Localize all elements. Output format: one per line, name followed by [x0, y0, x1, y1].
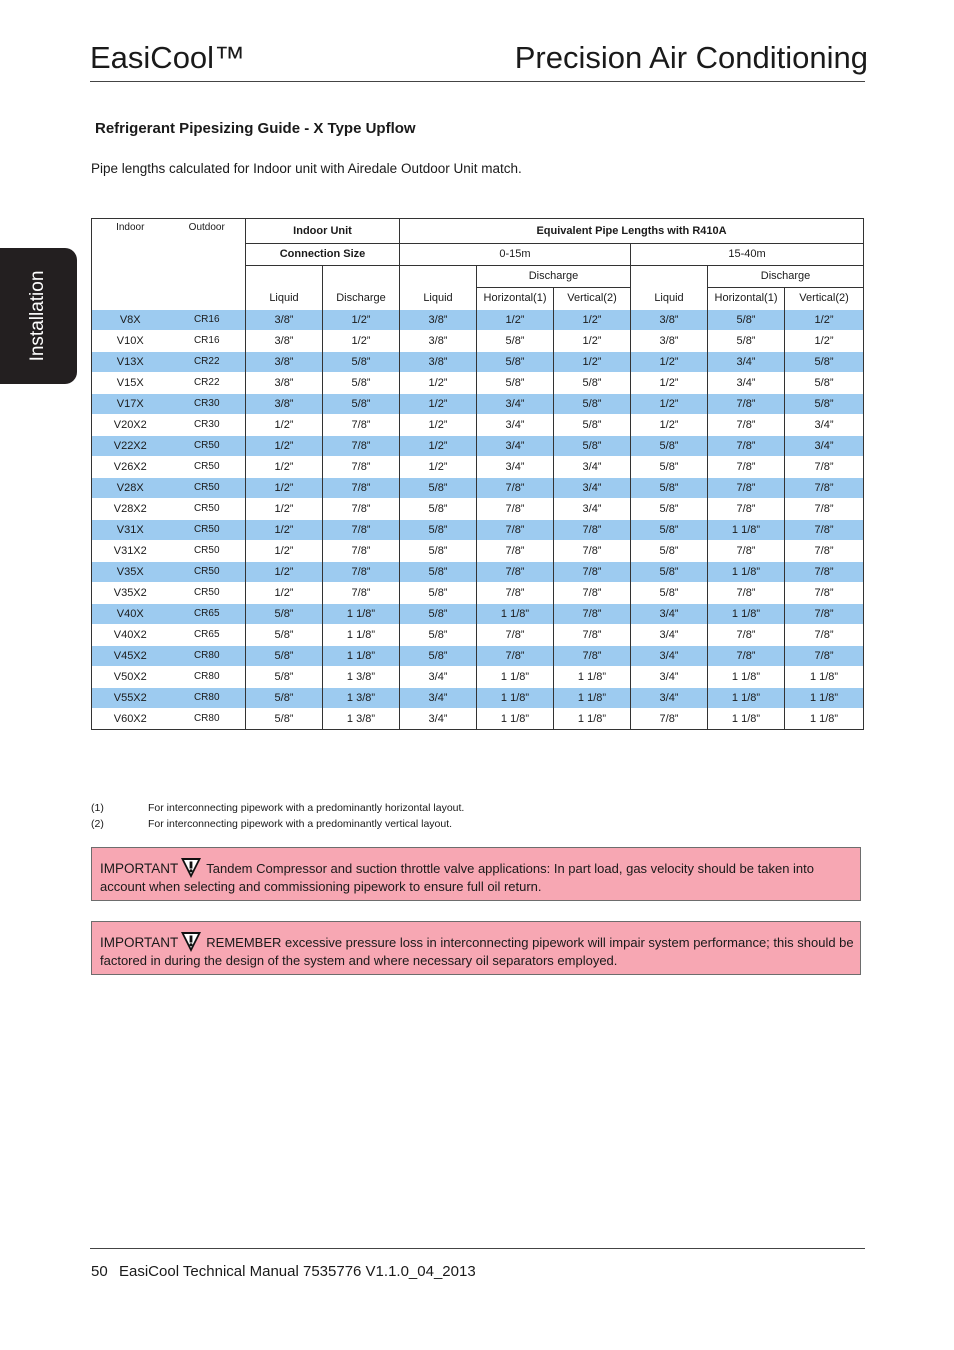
footnote-1: [91, 800, 464, 816]
table-row: [92, 603, 864, 624]
table-cell: 5/8”: [400, 498, 477, 519]
table-cell: 1 1/8”: [708, 708, 785, 729]
table-cell: 7/8”: [708, 624, 785, 645]
table-cell: 3/4”: [631, 666, 708, 687]
table-cell: V15X: [92, 372, 169, 393]
table-cell: 5/8”: [708, 309, 785, 330]
table-cell: 3/4”: [631, 624, 708, 645]
table-cell: 1/2”: [554, 351, 631, 372]
table-cell: 7/8”: [477, 477, 554, 498]
table-cell: 1/2”: [246, 456, 323, 477]
table-cell: 7/8”: [554, 561, 631, 582]
table-cell: 5/8”: [400, 603, 477, 624]
table-cell: 7/8”: [477, 519, 554, 540]
table-cell: 7/8”: [708, 393, 785, 414]
table-cell: 3/4”: [477, 414, 554, 435]
table-cell: 1/2”: [246, 477, 323, 498]
table-cell: 7/8”: [708, 477, 785, 498]
table-cell: 1/2”: [246, 582, 323, 603]
table-cell: 3/4”: [477, 456, 554, 477]
table-cell: 3/4”: [631, 687, 708, 708]
header-liquid-1: Liquid: [400, 287, 477, 309]
table-cell: 7/8”: [631, 708, 708, 729]
table-cell: 5/8”: [246, 687, 323, 708]
table-cell: V28X: [92, 477, 169, 498]
table-cell: 3/4”: [708, 351, 785, 372]
table-cell: 3/4”: [477, 393, 554, 414]
table-cell: 7/8”: [708, 456, 785, 477]
table-cell: 5/8”: [631, 477, 708, 498]
table-cell: 1 1/8”: [708, 687, 785, 708]
table-cell: CR50: [169, 540, 246, 561]
footnote-2: [91, 816, 464, 832]
header-liquid-2: Liquid: [631, 287, 708, 309]
table-cell: 7/8”: [785, 477, 864, 498]
table-cell: 7/8”: [323, 582, 400, 603]
table-cell: 3/4”: [554, 456, 631, 477]
table-row: [92, 561, 864, 582]
header-discharge-conn: Discharge: [323, 287, 400, 309]
table-cell: 3/8”: [400, 309, 477, 330]
table-cell: 3/8”: [246, 372, 323, 393]
table-cell: 1/2”: [246, 561, 323, 582]
section-title: Refrigerant Pipesizing Guide - X Type Upflow: [95, 120, 416, 137]
table-cell: 5/8”: [477, 372, 554, 393]
table-cell: 7/8”: [785, 540, 864, 561]
table-cell: 1/2”: [400, 456, 477, 477]
table-cell: 3/4”: [554, 498, 631, 519]
side-tab-label: Installation: [27, 270, 48, 362]
table-cell: 7/8”: [477, 561, 554, 582]
table-cell: 7/8”: [708, 498, 785, 519]
table-cell: 1/2”: [554, 309, 631, 330]
table-cell: 7/8”: [785, 519, 864, 540]
table-cell: 3/4”: [785, 435, 864, 456]
header-rule: [90, 81, 865, 82]
table-row: [92, 666, 864, 687]
table-cell: 1/2”: [400, 414, 477, 435]
table-cell: CR30: [169, 414, 246, 435]
table-cell: 1/2”: [785, 330, 864, 351]
table-cell: 1 3/8”: [323, 708, 400, 729]
table-cell: 5/8”: [246, 603, 323, 624]
table-cell: CR80: [169, 708, 246, 729]
table-cell: 1 1/8”: [708, 666, 785, 687]
table-cell: 7/8”: [785, 645, 864, 666]
table-row: [92, 393, 864, 414]
table-cell: V31X: [92, 519, 169, 540]
table-cell: V26X2: [92, 456, 169, 477]
table-cell: 7/8”: [477, 624, 554, 645]
table-cell: 7/8”: [477, 582, 554, 603]
table-cell: CR16: [169, 330, 246, 351]
table-cell: 7/8”: [323, 414, 400, 435]
table-cell: 5/8”: [708, 330, 785, 351]
table-cell: CR50: [169, 519, 246, 540]
footnotes: [91, 800, 464, 832]
footnote-marker: (1): [91, 802, 104, 814]
table-cell: 5/8”: [631, 519, 708, 540]
table-cell: 7/8”: [708, 435, 785, 456]
warning-icon: [180, 857, 202, 879]
table-cell: 5/8”: [631, 540, 708, 561]
table-cell: V10X: [92, 330, 169, 351]
table-cell: 1/2”: [631, 372, 708, 393]
table-cell: V45X2: [92, 645, 169, 666]
table-row: [92, 519, 864, 540]
table-cell: 7/8”: [554, 603, 631, 624]
table-cell: 1 1/8”: [477, 603, 554, 624]
table-cell: CR80: [169, 666, 246, 687]
table-cell: CR50: [169, 456, 246, 477]
important-label: IMPORTANT: [100, 935, 179, 950]
table-cell: 3/4”: [400, 687, 477, 708]
important-label: IMPORTANT: [100, 861, 179, 876]
table-row: [92, 687, 864, 708]
table-cell: 1 1/8”: [477, 708, 554, 729]
table-row: [92, 372, 864, 393]
table-cell: 5/8”: [246, 708, 323, 729]
table-row: [92, 456, 864, 477]
table-cell: CR50: [169, 435, 246, 456]
table-cell: CR22: [169, 372, 246, 393]
table-cell: 1/2”: [246, 519, 323, 540]
table-cell: 1 3/8”: [323, 666, 400, 687]
table-cell: 1 1/8”: [708, 561, 785, 582]
table-cell: 1 1/8”: [477, 666, 554, 687]
table-cell: 5/8”: [400, 561, 477, 582]
table-cell: 1/2”: [246, 414, 323, 435]
table-cell: 1 1/8”: [554, 687, 631, 708]
table-cell: 3/8”: [631, 309, 708, 330]
table-cell: 1/2”: [477, 309, 554, 330]
header-discharge-1: Discharge: [477, 265, 631, 287]
header-vertical-2: Vertical(2): [785, 287, 864, 309]
table-cell: 5/8”: [554, 414, 631, 435]
table-cell: 1/2”: [400, 393, 477, 414]
table-row: [92, 540, 864, 561]
table-body: [92, 309, 864, 729]
table-cell: 7/8”: [323, 477, 400, 498]
important-box-1: [91, 847, 861, 901]
table-cell: 1/2”: [785, 309, 864, 330]
table-cell: 7/8”: [785, 456, 864, 477]
table-cell: 7/8”: [554, 582, 631, 603]
important-box-2: [91, 921, 861, 975]
table-cell: 5/8”: [554, 372, 631, 393]
footer-text: EasiCool Technical Manual 7535776 V1.1.0_04_2013: [119, 1263, 476, 1280]
table-cell: 7/8”: [554, 624, 631, 645]
table-row: [92, 624, 864, 645]
table-cell: 1/2”: [323, 309, 400, 330]
table-cell: 5/8”: [631, 582, 708, 603]
table-cell: 5/8”: [323, 393, 400, 414]
table-cell: 5/8”: [246, 645, 323, 666]
table-cell: 7/8”: [785, 624, 864, 645]
table-cell: 1/2”: [246, 435, 323, 456]
table-cell: V31X2: [92, 540, 169, 561]
table-cell: 5/8”: [631, 456, 708, 477]
table-cell: 3/8”: [246, 351, 323, 372]
table-cell: 5/8”: [400, 540, 477, 561]
header-vertical-1: Vertical(2): [554, 287, 631, 309]
table-cell: CR50: [169, 582, 246, 603]
table-cell: 1/2”: [631, 393, 708, 414]
table-cell: CR50: [169, 477, 246, 498]
table-cell: 1 1/8”: [477, 687, 554, 708]
table-cell: 3/4”: [477, 435, 554, 456]
table-cell: 7/8”: [708, 414, 785, 435]
side-tab: [0, 248, 77, 384]
table-cell: 5/8”: [400, 519, 477, 540]
table-cell: CR65: [169, 624, 246, 645]
table-cell: 1/2”: [246, 498, 323, 519]
table-cell: 1/2”: [246, 540, 323, 561]
table-cell: 1 1/8”: [785, 687, 864, 708]
table-row: [92, 414, 864, 435]
table-cell: V35X: [92, 561, 169, 582]
header-discharge-2: Discharge: [708, 265, 864, 287]
table-row: [92, 582, 864, 603]
header-indoor: Indoor: [92, 219, 169, 244]
important-text: Tandem Compressor and suction throttle valve applications: In part load, gas velocity should be taken into account when selecting and commissioning pipework to ensure full oil return.: [100, 861, 814, 894]
table-row: [92, 645, 864, 666]
table-cell: 1 1/8”: [785, 666, 864, 687]
table-cell: 3/4”: [785, 414, 864, 435]
table-row: [92, 351, 864, 372]
footnote-marker: (2): [91, 818, 104, 830]
table-cell: 5/8”: [554, 435, 631, 456]
header-title: Precision Air Conditioning: [514, 40, 868, 75]
table-cell: 3/4”: [631, 645, 708, 666]
table-cell: 1 1/8”: [785, 708, 864, 729]
table-row: [92, 309, 864, 330]
table-row: [92, 708, 864, 729]
table-cell: 3/4”: [400, 708, 477, 729]
table-cell: 3/8”: [246, 393, 323, 414]
table-cell: 1 1/8”: [708, 519, 785, 540]
header-liquid-conn: Liquid: [246, 287, 323, 309]
table-cell: 3/4”: [708, 372, 785, 393]
table-cell: 5/8”: [785, 393, 864, 414]
table-cell: 3/4”: [400, 666, 477, 687]
table-cell: 5/8”: [246, 624, 323, 645]
table-cell: 5/8”: [554, 393, 631, 414]
table-cell: 7/8”: [323, 456, 400, 477]
table-cell: 5/8”: [400, 624, 477, 645]
table-cell: 5/8”: [631, 498, 708, 519]
table-cell: V13X: [92, 351, 169, 372]
header-range-15-40m: 15-40m: [631, 243, 864, 265]
table-cell: V28X2: [92, 498, 169, 519]
table-cell: 5/8”: [323, 351, 400, 372]
table-cell: 1/2”: [400, 372, 477, 393]
header-indoor-unit: Indoor Unit: [246, 219, 400, 244]
header-brand: EasiCool™: [90, 40, 246, 75]
header-horizontal-1: Horizontal(1): [477, 287, 554, 309]
pipe-size-table: [91, 218, 864, 730]
footer-rule: [90, 1248, 865, 1249]
warning-icon: [180, 931, 202, 953]
table-cell: 7/8”: [708, 645, 785, 666]
header-connection-size: Connection Size: [246, 243, 400, 265]
table-cell: 5/8”: [400, 645, 477, 666]
table-cell: 1 1/8”: [554, 708, 631, 729]
table-cell: 3/4”: [554, 477, 631, 498]
table-cell: 7/8”: [323, 435, 400, 456]
table-cell: V50X2: [92, 666, 169, 687]
table-cell: 5/8”: [400, 582, 477, 603]
important-text: REMEMBER excessive pressure loss in interconnecting pipework will impair system performance; this should be factored in during the design of the system and where necessary oil separators employed.: [100, 935, 854, 968]
table-cell: 5/8”: [785, 351, 864, 372]
table-cell: V60X2: [92, 708, 169, 729]
table-cell: 7/8”: [323, 519, 400, 540]
table-cell: V8X: [92, 309, 169, 330]
table-cell: 1 1/8”: [323, 645, 400, 666]
table-cell: V22X2: [92, 435, 169, 456]
table-cell: 1/2”: [631, 351, 708, 372]
table-cell: CR30: [169, 393, 246, 414]
table-cell: 1 1/8”: [323, 624, 400, 645]
table-cell: 1 1/8”: [708, 603, 785, 624]
table-cell: V40X: [92, 603, 169, 624]
table-cell: CR22: [169, 351, 246, 372]
table-row: [92, 435, 864, 456]
table-cell: 5/8”: [477, 330, 554, 351]
table-cell: 3/8”: [246, 309, 323, 330]
table-cell: 5/8”: [785, 372, 864, 393]
table-cell: CR16: [169, 309, 246, 330]
table-cell: 5/8”: [631, 561, 708, 582]
intro-text: Pipe lengths calculated for Indoor unit with Airedale Outdoor Unit match.: [91, 161, 522, 176]
footnote-text: For interconnecting pipework with a predominantly vertical layout.: [148, 818, 453, 830]
table-cell: 7/8”: [554, 645, 631, 666]
table-cell: V35X2: [92, 582, 169, 603]
table-cell: 7/8”: [323, 561, 400, 582]
table-cell: 1/2”: [554, 330, 631, 351]
table-cell: CR65: [169, 603, 246, 624]
table-cell: 5/8”: [477, 351, 554, 372]
table-cell: 5/8”: [323, 372, 400, 393]
table-cell: 3/8”: [631, 330, 708, 351]
table-cell: 7/8”: [785, 561, 864, 582]
table-cell: 7/8”: [323, 540, 400, 561]
table-cell: CR80: [169, 645, 246, 666]
table-cell: 3/4”: [631, 603, 708, 624]
header-outdoor: Outdoor: [169, 219, 246, 244]
header-range-0-15m: 0-15m: [400, 243, 631, 265]
table-cell: 5/8”: [246, 666, 323, 687]
footnote-text: For interconnecting pipework with a predominantly horizontal layout.: [148, 802, 465, 814]
table-cell: V17X: [92, 393, 169, 414]
table-cell: 1 1/8”: [323, 603, 400, 624]
table-cell: 7/8”: [477, 540, 554, 561]
header-horizontal-2: Horizontal(1): [708, 287, 785, 309]
table-cell: 5/8”: [631, 435, 708, 456]
header-equivalent-lengths: Equivalent Pipe Lengths with R410A: [400, 219, 864, 244]
table-cell: V55X2: [92, 687, 169, 708]
table-cell: CR50: [169, 561, 246, 582]
table-row: [92, 330, 864, 351]
table-cell: 7/8”: [323, 498, 400, 519]
table-cell: 3/8”: [400, 351, 477, 372]
table-row: [92, 498, 864, 519]
table-cell: 1 1/8”: [554, 666, 631, 687]
table-cell: 7/8”: [477, 498, 554, 519]
table-cell: 3/8”: [246, 330, 323, 351]
page-number: 50: [91, 1263, 108, 1280]
table-cell: 7/8”: [785, 498, 864, 519]
table-cell: 1/2”: [323, 330, 400, 351]
table-cell: 5/8”: [400, 477, 477, 498]
table-cell: CR80: [169, 687, 246, 708]
table-cell: 7/8”: [477, 645, 554, 666]
table-cell: 7/8”: [554, 519, 631, 540]
table-row: [92, 477, 864, 498]
table-cell: 1/2”: [631, 414, 708, 435]
table-cell: 7/8”: [708, 582, 785, 603]
table-cell: CR50: [169, 498, 246, 519]
table-cell: 3/8”: [400, 330, 477, 351]
table-cell: V20X2: [92, 414, 169, 435]
table-cell: 7/8”: [554, 540, 631, 561]
table-cell: 7/8”: [785, 603, 864, 624]
table-cell: 7/8”: [708, 540, 785, 561]
table-cell: 7/8”: [785, 582, 864, 603]
table-cell: 1/2”: [400, 435, 477, 456]
table-cell: V40X2: [92, 624, 169, 645]
table-cell: 1 3/8”: [323, 687, 400, 708]
